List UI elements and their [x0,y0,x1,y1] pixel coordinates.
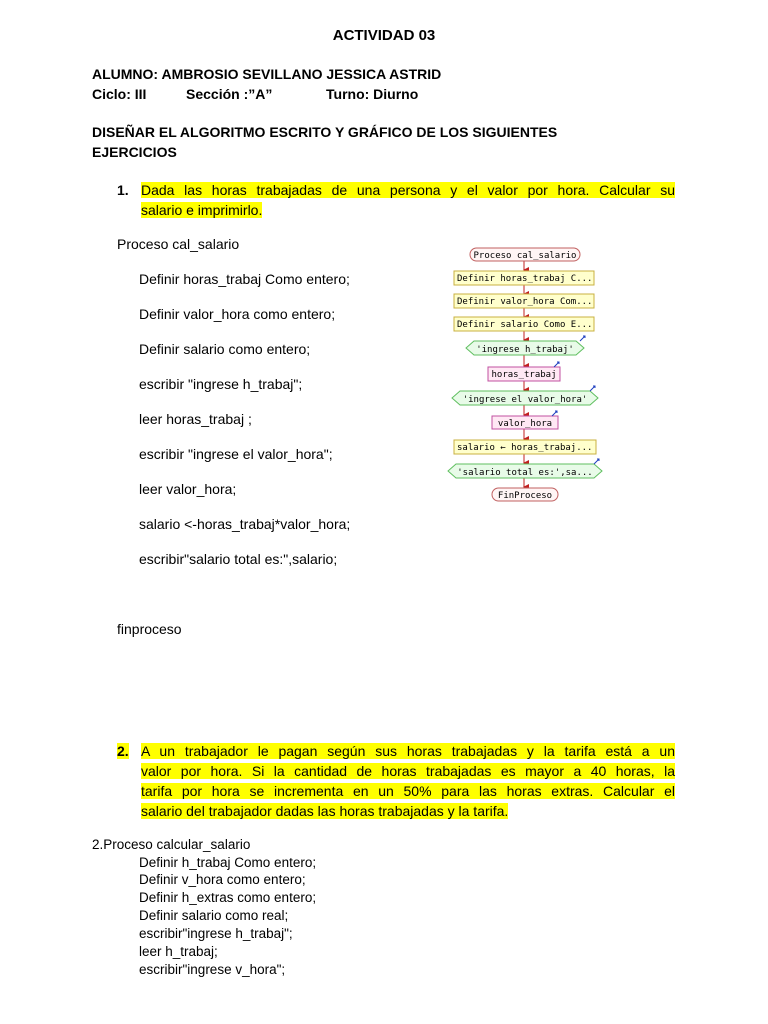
code-line: Definir h_extras como entero; [139,890,317,905]
flow-node-define [454,317,594,331]
exercise-1-number: 1. [117,182,129,198]
flow-node-label: Definir horas_trabaj C... [457,274,593,284]
seccion-label: Sección :”A” [186,86,273,102]
code-line: Definir salario como real; [139,908,289,923]
code-line: escribir"ingrese v_hora"; [139,962,286,977]
flow-node-define [454,271,594,285]
flow-node-label: Definir valor_hora Com... [457,297,593,307]
exercise-2-text-line: valor por hora. Si la cantidad de horas trabajadas es mayor a 40 horas, la [141,763,675,779]
code-line: leer horas_trabaj ; [139,411,252,427]
flow-node-label: Definir salario Como E... [457,320,593,330]
code-header: 2.Proceso calcular_salario [92,837,251,852]
exercise-2-statement [117,741,675,821]
flow-node-start [470,248,580,261]
instruction-line-1: DISEÑAR EL ALGORITMO ESCRITO Y GRÁFICO DE LOS SIGUIENTES [92,124,558,140]
code-line: Definir valor_hora como entero; [139,306,336,322]
document-title: ACTIVIDAD 03 [332,27,436,44]
output-arrow-icon [590,386,595,391]
code-line: salario <-horas_trabaj*valor_hora; [139,516,351,532]
exercise-1-text-line-2: salario e imprimirlo. [141,202,263,218]
flow-node-label: FinProceso [497,491,553,501]
flow-node-output [452,386,598,405]
code-line: Definir v_hora como entero; [139,872,306,887]
code-line: leer valor_hora; [139,481,237,497]
flow-node-label: 'ingrese h_trabaj' [476,345,574,355]
code-line: escribir"ingrese h_trabaj"; [139,926,293,941]
exercise-2-number: 2. [117,743,129,759]
input-arrow-icon [554,362,559,367]
input-arrow-icon [552,411,557,416]
flowchart-diagram [440,242,620,508]
flow-node-label: 'ingrese el valor_hora' [462,395,588,405]
code-line: escribir"salario total es:",salario; [139,551,338,567]
ciclo-label: Ciclo: III [92,86,147,102]
flow-node-label: Proceso cal_salario [473,251,577,261]
exercise-1-text-line-1: Dada las horas trabajadas de una persona y el valor por hora. Calcular su [141,182,675,198]
exercise-2-text-line: tarifa por hora se incrementa en un 50% para las horas extras. Calcular el [141,783,675,799]
flow-node-output [466,336,585,355]
code-line: Definir salario como entero; [139,341,311,357]
exercise-2-text-line: salario del trabajador dadas las horas trabajadas y la tarifa. [141,803,509,819]
code-line: Proceso cal_salario [117,236,240,252]
code-line: escribir "ingrese h_trabaj"; [139,376,303,392]
turno-label: Turno: Diurno [326,86,419,102]
student-line: ALUMNO: AMBROSIO SEVILLANO JESSICA ASTRID [92,66,442,82]
code-line: escribir "ingrese el valor_hora"; [139,446,333,462]
output-arrow-icon [594,459,599,464]
exercise-1-statement [117,180,675,220]
flow-node-label: valor_hora [497,419,553,429]
flow-node-assign [454,440,596,454]
flow-node-output [448,459,602,478]
flow-node-label: horas_trabaj [491,370,557,380]
code-line: leer h_trabaj; [139,944,218,959]
flow-node-label: salario ← horas_trabaj... [457,443,593,453]
instruction-line-2: EJERCICIOS [92,144,177,160]
code-line: Definir h_trabaj Como entero; [139,855,317,870]
output-arrow-icon [580,336,585,341]
flow-node-label: 'salario total es:',sa... [457,468,593,478]
flow-node-input [492,411,558,429]
flow-node-define [454,294,594,308]
code-line: Definir horas_trabaj Como entero; [139,271,350,287]
exercise-2-text-line: A un trabajador le pagan según sus horas trabajadas y la tarifa está a un [141,743,675,759]
flow-node-end [492,488,558,501]
code-line: finproceso [117,621,182,637]
